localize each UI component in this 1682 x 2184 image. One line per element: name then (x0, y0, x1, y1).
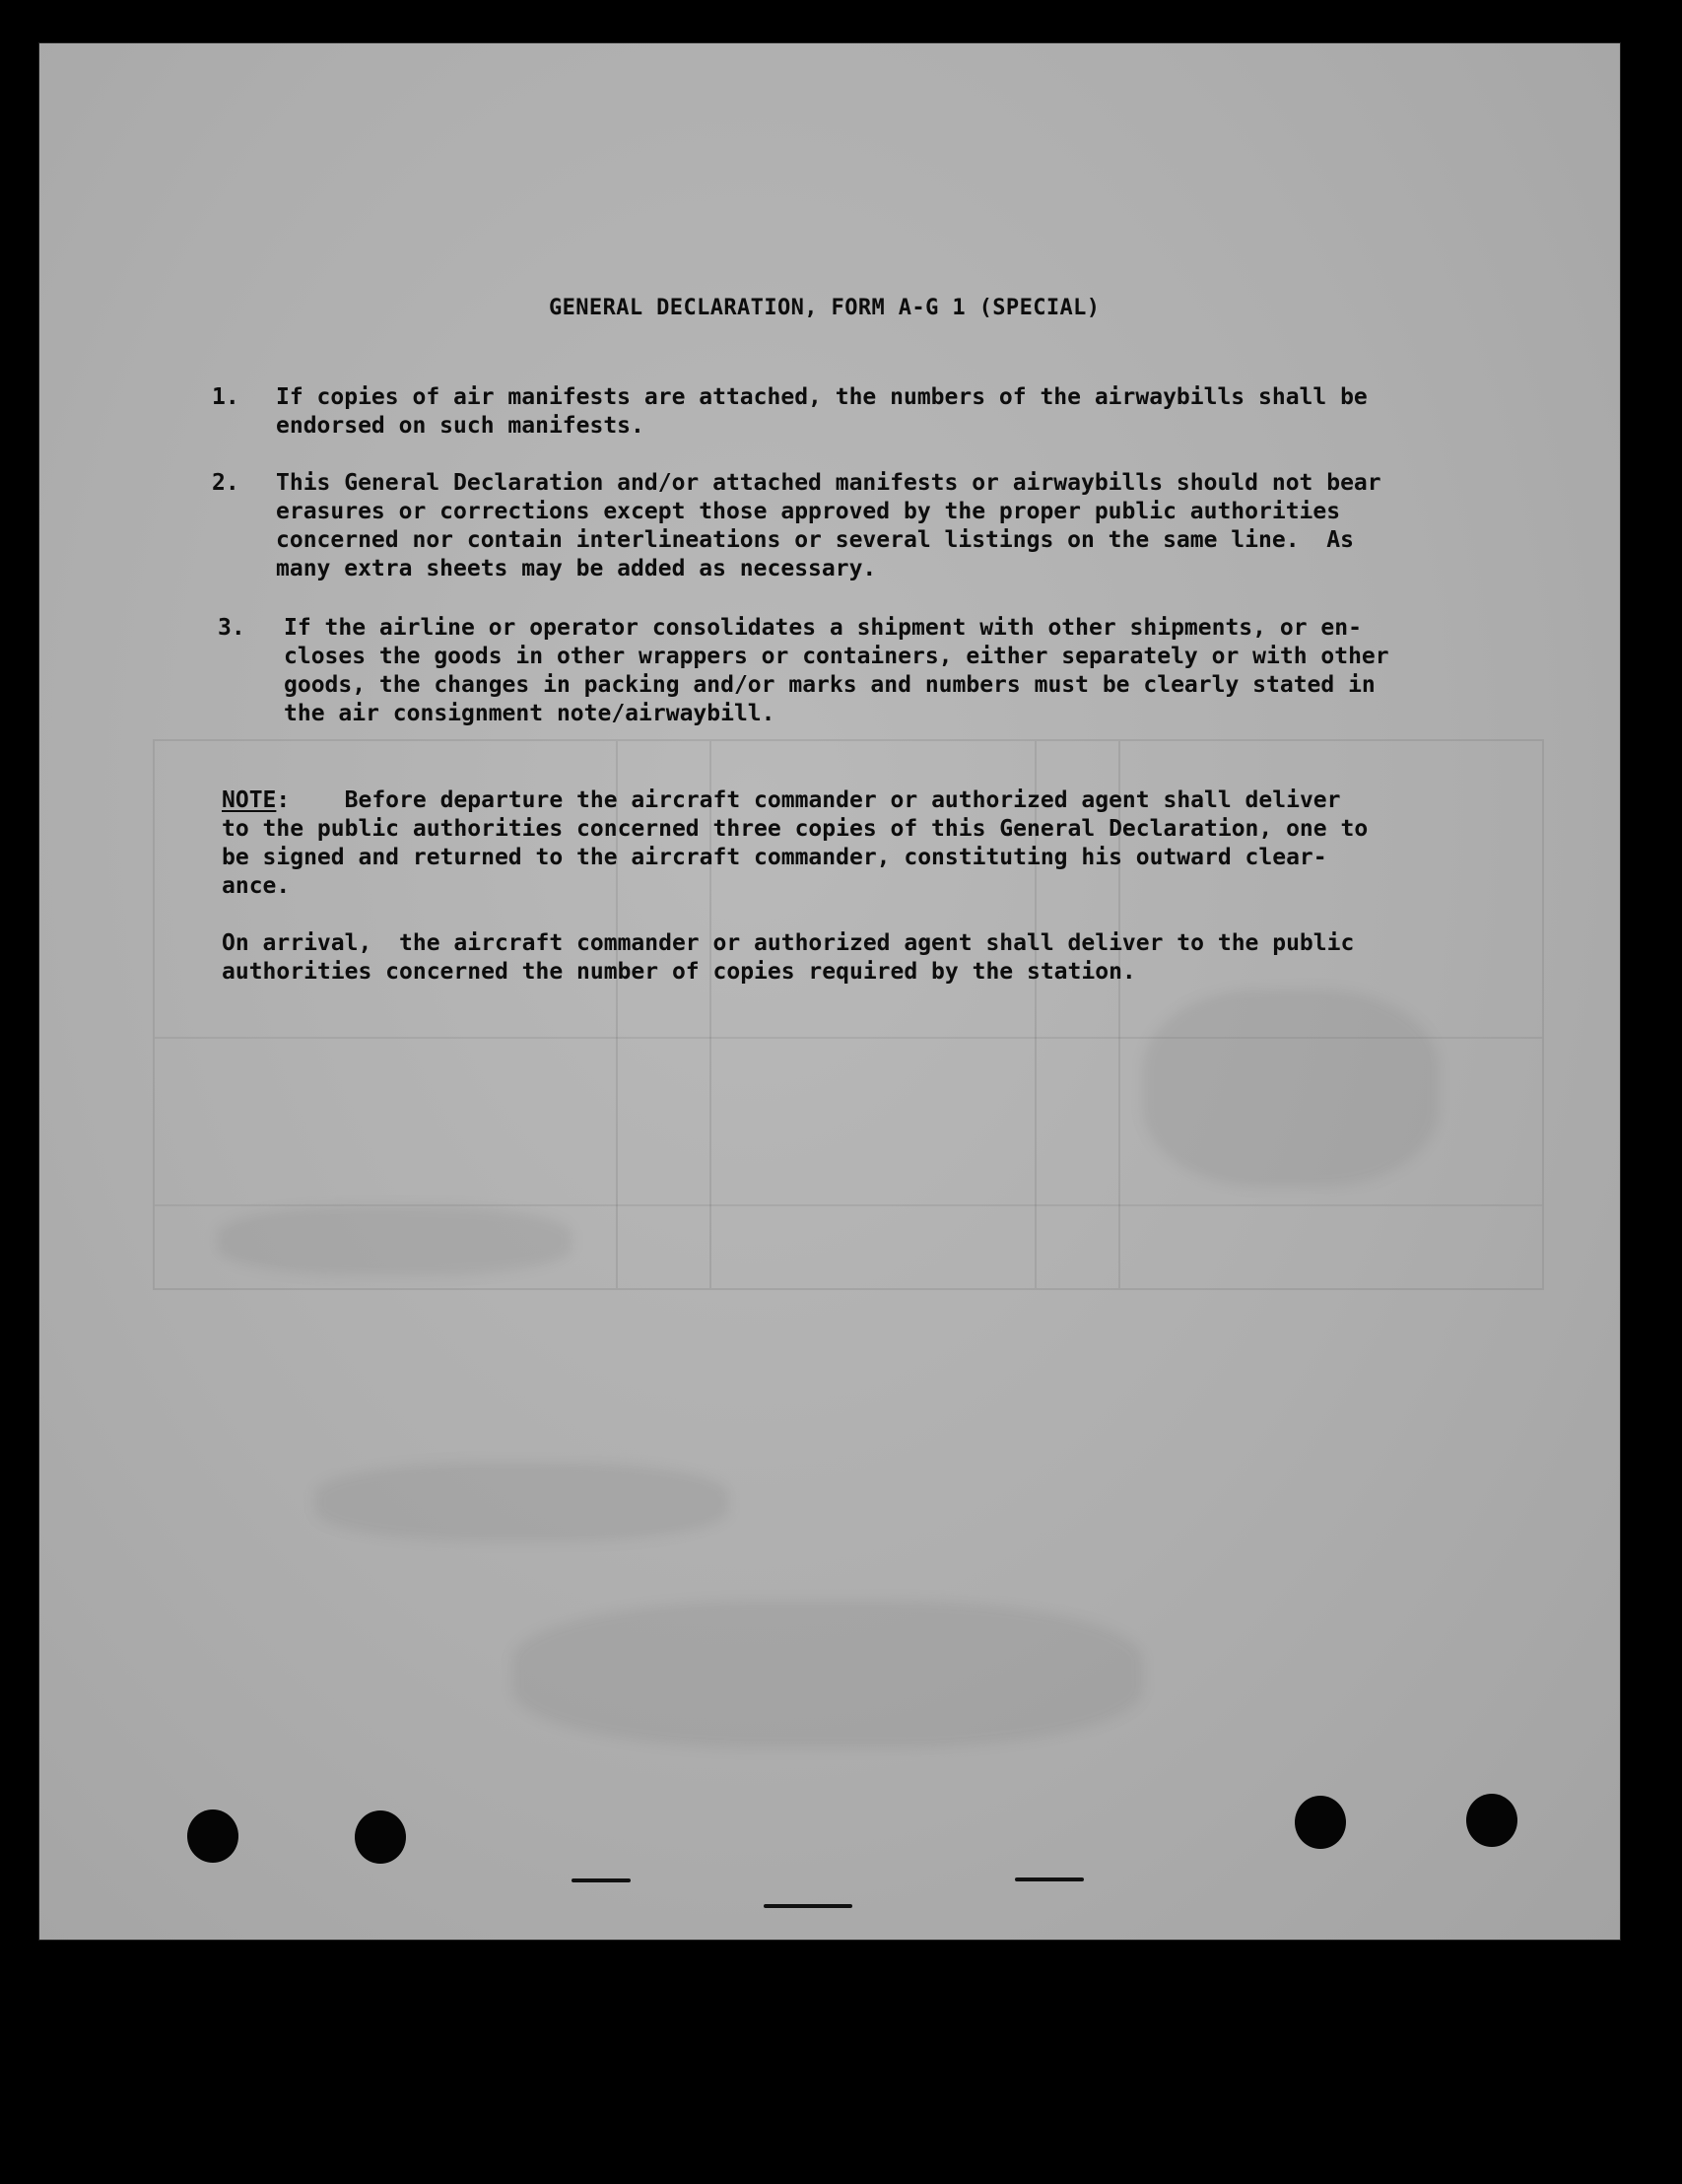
note-line-2: to the public authorities concerned three copies of this General Declaration, one to (222, 816, 1369, 842)
note-label: NOTE (222, 787, 277, 813)
note-line-4: ance. (222, 873, 291, 899)
document-title: GENERAL DECLARATION, FORM A-G 1 (SPECIAL) (549, 296, 1101, 320)
bleed-through-text (217, 1206, 572, 1275)
item-1-line-2: endorsed on such manifests. (276, 413, 644, 439)
note-line-3: be signed and returned to the aircraft commander, constituting his outward clear- (222, 845, 1327, 870)
bleed-through-text (512, 1601, 1143, 1748)
edge-mark (764, 1904, 852, 1908)
edge-mark (1015, 1877, 1084, 1881)
arrival-line-2: authorities concerned the number of copies required by the station. (222, 959, 1136, 985)
bleed-through-stamp (1143, 990, 1439, 1187)
item-3-line-3: goods, the changes in packing and/or marks and numbers must be clearly stated in (284, 672, 1376, 698)
item-2-line-2: erasures or corrections except those approved by the proper public authorities (276, 499, 1341, 524)
note-line-1 (222, 786, 1340, 815)
item-2-line-1: This General Declaration and/or attached manifests or airwaybills should not bear (276, 470, 1381, 496)
item-number: 2. (212, 470, 239, 496)
item-3-line-1: If the airline or operator consolidates a shipment with other shipments, or en- (284, 615, 1362, 641)
item-1-line-1: If copies of air manifests are attached, the numbers of the airwaybills shall be (276, 384, 1368, 410)
punch-hole (1466, 1794, 1517, 1847)
item-3-line-4: the air consignment note/airwaybill. (284, 701, 775, 726)
punch-hole (1295, 1796, 1346, 1849)
item-number: 3. (218, 615, 245, 641)
item-number: 1. (212, 384, 239, 410)
edge-mark (572, 1878, 631, 1882)
note-line-1-text: Before departure the aircraft commander or authorized agent shall deliver (290, 787, 1341, 813)
item-2-line-4: many extra sheets may be added as necessary. (276, 556, 877, 581)
item-3-line-2: closes the goods in other wrappers or containers, either separately or with other (284, 644, 1389, 669)
item-2-line-3: concerned nor contain interlineations or several listings on the same line. As (276, 527, 1354, 553)
note-label-colon: : (276, 787, 291, 813)
punch-hole (355, 1810, 406, 1864)
document-page (39, 43, 1620, 1940)
bleed-through-text (315, 1463, 729, 1541)
arrival-line-1: On arrival, the aircraft commander or authorized agent shall deliver to the public (222, 930, 1355, 956)
punch-hole (187, 1809, 238, 1863)
